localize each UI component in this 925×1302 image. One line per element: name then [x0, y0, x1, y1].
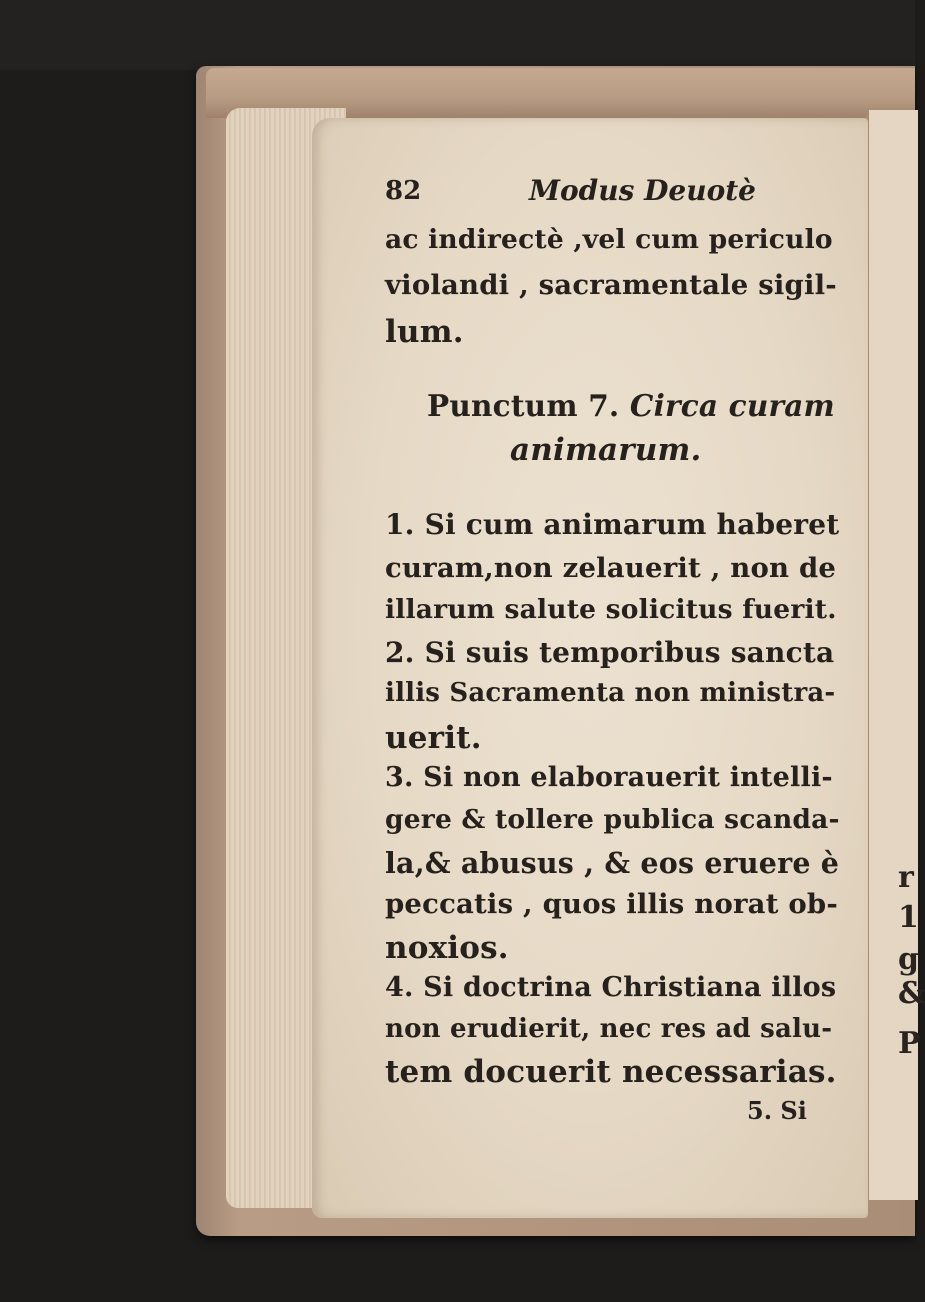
facing-page-glyph: P: [898, 1026, 921, 1061]
text-line: gere & tollere publica scanda-: [385, 804, 840, 835]
facing-page-glyph: r: [898, 860, 914, 895]
text-line: 2. Si suis temporibus sancta: [385, 636, 835, 669]
running-head: [385, 170, 845, 210]
running-head-title: Modus Deuotè: [529, 174, 756, 207]
text-line: curam,non zelauerit , non de: [385, 552, 837, 584]
text-line: 4. Si doctrina Christiana illos: [385, 972, 837, 1003]
text-line: violandi , sacramentale sigil-: [385, 269, 837, 301]
text-line: uerit.: [385, 720, 482, 756]
page-number: 82: [385, 176, 422, 206]
section-heading-subject-cont: animarum.: [510, 432, 702, 468]
text-line: illarum salute solicitus fuerit.: [385, 594, 837, 625]
section-heading-subject: Circa curam: [629, 388, 835, 423]
catchword: 5. Si: [747, 1096, 807, 1125]
text-line: 1. Si cum animarum haberet: [385, 508, 840, 541]
text-line: peccatis , quos illis norat ob-: [385, 888, 838, 920]
text-line: non erudierit, nec res ad salu-: [385, 1014, 833, 1044]
facing-page-glyph: g: [898, 942, 919, 977]
text-line: tem docuerit necessarias.: [385, 1054, 837, 1090]
text-line: lum.: [385, 314, 464, 350]
section-heading: [427, 388, 835, 423]
text-line: illis Sacramenta non ministra-: [385, 678, 836, 708]
background: [0, 0, 915, 70]
text-line: noxios.: [385, 930, 509, 966]
text-line: ac indirectè ,vel cum periculo: [385, 224, 833, 255]
text-line: 3. Si non elaborauerit intelli-: [385, 762, 833, 793]
facing-page-glyph: &: [898, 976, 925, 1011]
section-heading-number: Punctum 7.: [427, 388, 620, 423]
facing-page-glyph: 1: [898, 900, 919, 935]
text-line: la,& abusus , & eos eruere è: [385, 846, 840, 880]
